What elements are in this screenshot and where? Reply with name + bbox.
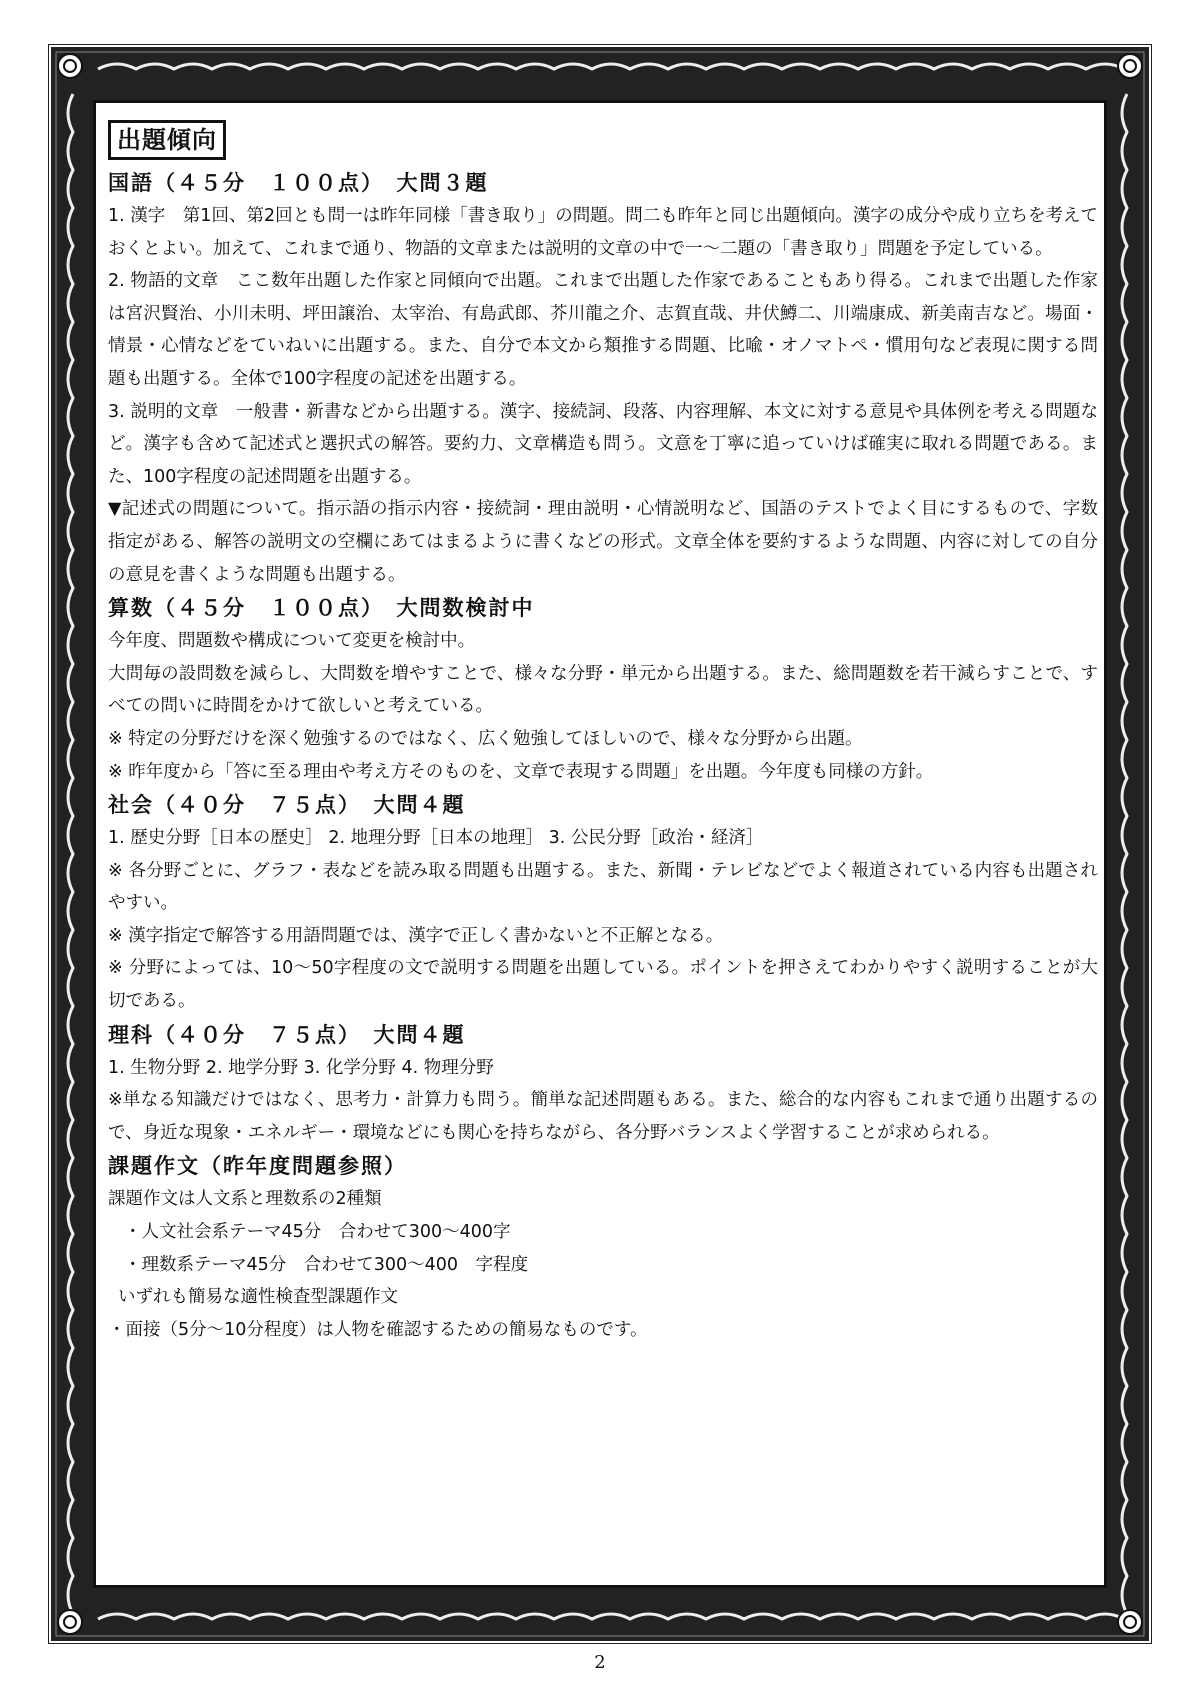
sansu-heading: 算数（４５分 １００点） 大問数検討中	[108, 596, 535, 621]
sakubun-line: いずれも簡易な適性検査型課題作文	[118, 1287, 398, 1308]
kokugo-line: 1. 漢字 第1回、第2回とも問一は昨年同様「書き取り」の問題。問二も昨年と同じ出題傾向。漢字の成分や成り立ちを考えておくとよい。加えて、これまで通り、物語的文章または説明的文章の中で一～二題の「書き取り」問題を予定している。	[108, 206, 1098, 259]
sakubun-line: ・理数系テーマ45分 合わせて300～400 字程度	[124, 1254, 529, 1275]
page-number: 2	[594, 1652, 606, 1673]
sansu-section	[108, 591, 1098, 788]
rika-heading: 理科（４０分 ７５点） 大問４題	[108, 1022, 466, 1047]
sakubun-heading: 課題作文（昨年度問題参照）	[108, 1154, 407, 1179]
sakubun-section	[108, 1149, 1098, 1346]
sansu-line: ※ 昨年度から「答に至る理由や考え方そのものを、文章で表現する問題」を出題。今年度も同様の方針。	[108, 761, 934, 782]
shakai-line: ※ 漢字指定で解答する用語問題では、漢字で正しく書かないと不正解となる。	[108, 925, 724, 946]
sakubun-line: 課題作文は人文系と理数系の2種類	[108, 1189, 382, 1210]
kokugo-heading: 国語（４５分 １００点） 大問３題	[108, 171, 489, 195]
shakai-line: ※ 分野によっては、10～50字程度の文で説明する問題を出題している。ポイントを押さえてわかりやすく説明することが大切である。	[108, 958, 1098, 1012]
kokugo-line: 2. 物語的文章 ここ数年出題した作家と同傾向で出題。これまで出題した作家であることもあり得る。これまで出題した作家は宮沢賢治、小川未明、坪田譲治、太宰治、有島武郎、芥川龍之介、志賀直哉、井伏鱒二、川端康成、新美南吉など。場面・情景・心情などをていねいに出題する。また、自分で本文から類推する問題、比喩・オノマトペ・慣用句など表現に関する問題も出題する。全体で100字程度の記述を出題する。	[108, 271, 1098, 389]
shakai-line: ※ 各分野ごとに、グラフ・表などを読み取る問題も出題する。また、新聞・テレビなどでよく報道されている内容も出題されやすい。	[108, 860, 1098, 914]
sansu-line: 今年度、問題数や構成について変更を検討中。	[108, 631, 476, 652]
kokugo-line: ▼記述式の問題について。指示語の指示内容・接続詞・理由説明・心情説明など、国語のテストでよく目にするもので、字数指定がある、解答の説明文の空欄にあてはまるように書くなどの形式。文章全体を要約するような問題、内容に対しての自分の意見を書くような問題も出題する。	[108, 499, 1098, 585]
sakubun-line: ・面接（5分～10分程度）は人物を確認するための簡易なものです。	[108, 1319, 648, 1340]
kokugo-line: 3. 説明的文章 一般書・新書などから出題する。漢字、接続詞、段落、内容理解、本文に対する意見や具体例を考える問題など。漢字も含めて記述式と選択式の解答。要約力、文章構造も問う。文意を丁寧に追っていけば確実に取れる問題である。また、100字程度の記述問題を出題する。	[108, 401, 1098, 487]
shakai-heading: 社会（４０分 ７５点） 大問４題	[108, 793, 466, 818]
shakai-section	[108, 788, 1098, 1018]
rika-line: 1. 生物分野 2. 地学分野 3. 化学分野 4. 物理分野	[108, 1057, 494, 1078]
sansu-line: ※ 特定の分野だけを深く勉強するのではなく、広く勉強してほしいので、様々な分野から出題。	[108, 728, 863, 749]
rika-section	[108, 1018, 1098, 1150]
sansu-line: 大問毎の設問数を減らし、大問数を増やすことで、様々な分野・単元から出題する。また、総問題数を若干減らすことで、すべての問いに時間をかけて欲しいと考えている。	[108, 663, 1098, 717]
document-body	[108, 120, 1098, 1346]
shakai-line: 1. 歴史分野［日本の歴史］ 2. 地理分野［日本の地理］ 3. 公民分野［政治・経済］	[108, 828, 764, 849]
rika-line: ※単なる知識だけではなく、思考力・計算力も問う。簡単な記述問題もある。また、総合的な内容もこれまで通り出題するので、身近な現象・エネルギー・環境などにも関心を持ちながら、各分野バランスよく学習することが求められる。	[108, 1090, 1098, 1143]
section-label: 出題傾向	[108, 120, 226, 160]
sakubun-line: ・人文社会系テーマ45分 合わせて300～400字	[124, 1222, 511, 1243]
kokugo-section	[108, 166, 1098, 591]
